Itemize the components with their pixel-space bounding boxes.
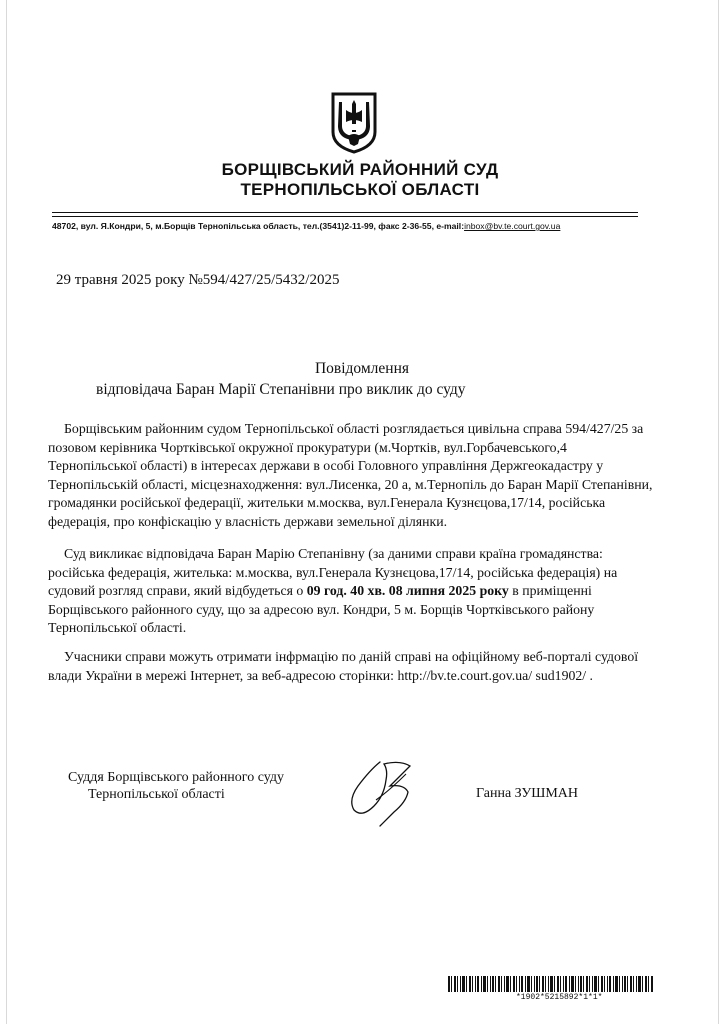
scan-edge-right [718, 0, 719, 1024]
hearing-datetime: 09 год. 40 хв. 08 липня 2025 року [306, 583, 509, 599]
judge-position-line1: Суддя Борщівського районного суду [68, 770, 284, 785]
barcode-number: *1902*5215892*1*1* [516, 993, 603, 1002]
judge-name: Ганна ЗУШМАН [476, 786, 579, 801]
court-name-line1: БОРЩІВСЬКИЙ РАЙОННИЙ СУД [221, 160, 499, 179]
paragraph-text: Борщівським районним судом Тернопільської області розглядається цивільна справа 594/427/25 за позовом керівника Чортківської окружної прокуратури (м.Чортків, вул.Горбачевського,4 Тернопільської області) в інтересах держави в особі Головного управління Держгеокадастру у Тернопільській області, місцезнаходження: вул.Лисенка, 20 а, м.Тернопіль до Баран Марії Степанівни, громадянки російської федерації, жительки м.москва, вул.Генерала Кузнєцова,17/14, російська федерація, про конфіскацію у власність держави земельної ділянки. [48, 421, 653, 529]
handwritten-signature [340, 740, 430, 830]
paragraph-summons [48, 545, 658, 638]
paragraph-case-description [48, 420, 658, 532]
address-text: 48702, вул. Я.Кондри, 5, м.Борщів Тернопільська область, тел.(3541)2-11-99, факс 2-36-55, e-mail: [52, 221, 465, 231]
document-title: Повідомлення [314, 360, 410, 377]
court-address [52, 221, 662, 231]
paragraph-text: в приміщенні Борщівського районного суду, що за адресою вул. Кондри, 5 м. Борщів Чортківського району Тернопільської області. [48, 583, 595, 636]
email-link[interactable]: inbox@bv.te.court.gov.ua [464, 221, 561, 231]
date-and-reference: 29 травня 2025 року №594/427/25/5432/2025 [56, 272, 340, 288]
paragraph-web-portal [48, 648, 658, 685]
scan-edge-left [6, 0, 7, 1024]
document-subtitle: відповідача Баран Марії Степанівни про виклик до суду [96, 381, 466, 398]
court-name-line2: ТЕРНОПІЛЬСЬКОЇ ОБЛАСТІ [240, 180, 480, 199]
paragraph-text: Суд викликає відповідача Баран Марію Степанівну (за даними справи країна громадянства: російська федерація, жителька: м.москва, вул.Генерала Кузнєцова,17/14, російська федерація) на судовий розгляд справи, який відбудеться о [48, 546, 618, 599]
paragraph-text: Учасники справи можуть отримати інфрмацію по даній справі на офіційному веб-порталі судової влади України в мережі Інтернет, за веб-адресою сторінки: http://bv.te.court.gov.ua/ sud1902/ . [48, 649, 639, 683]
header-rule-thin [52, 216, 638, 217]
judge-position-line2: Тернопільської області [88, 787, 225, 802]
header-rule-thick [52, 212, 638, 213]
coat-of-arms-icon [330, 92, 378, 154]
